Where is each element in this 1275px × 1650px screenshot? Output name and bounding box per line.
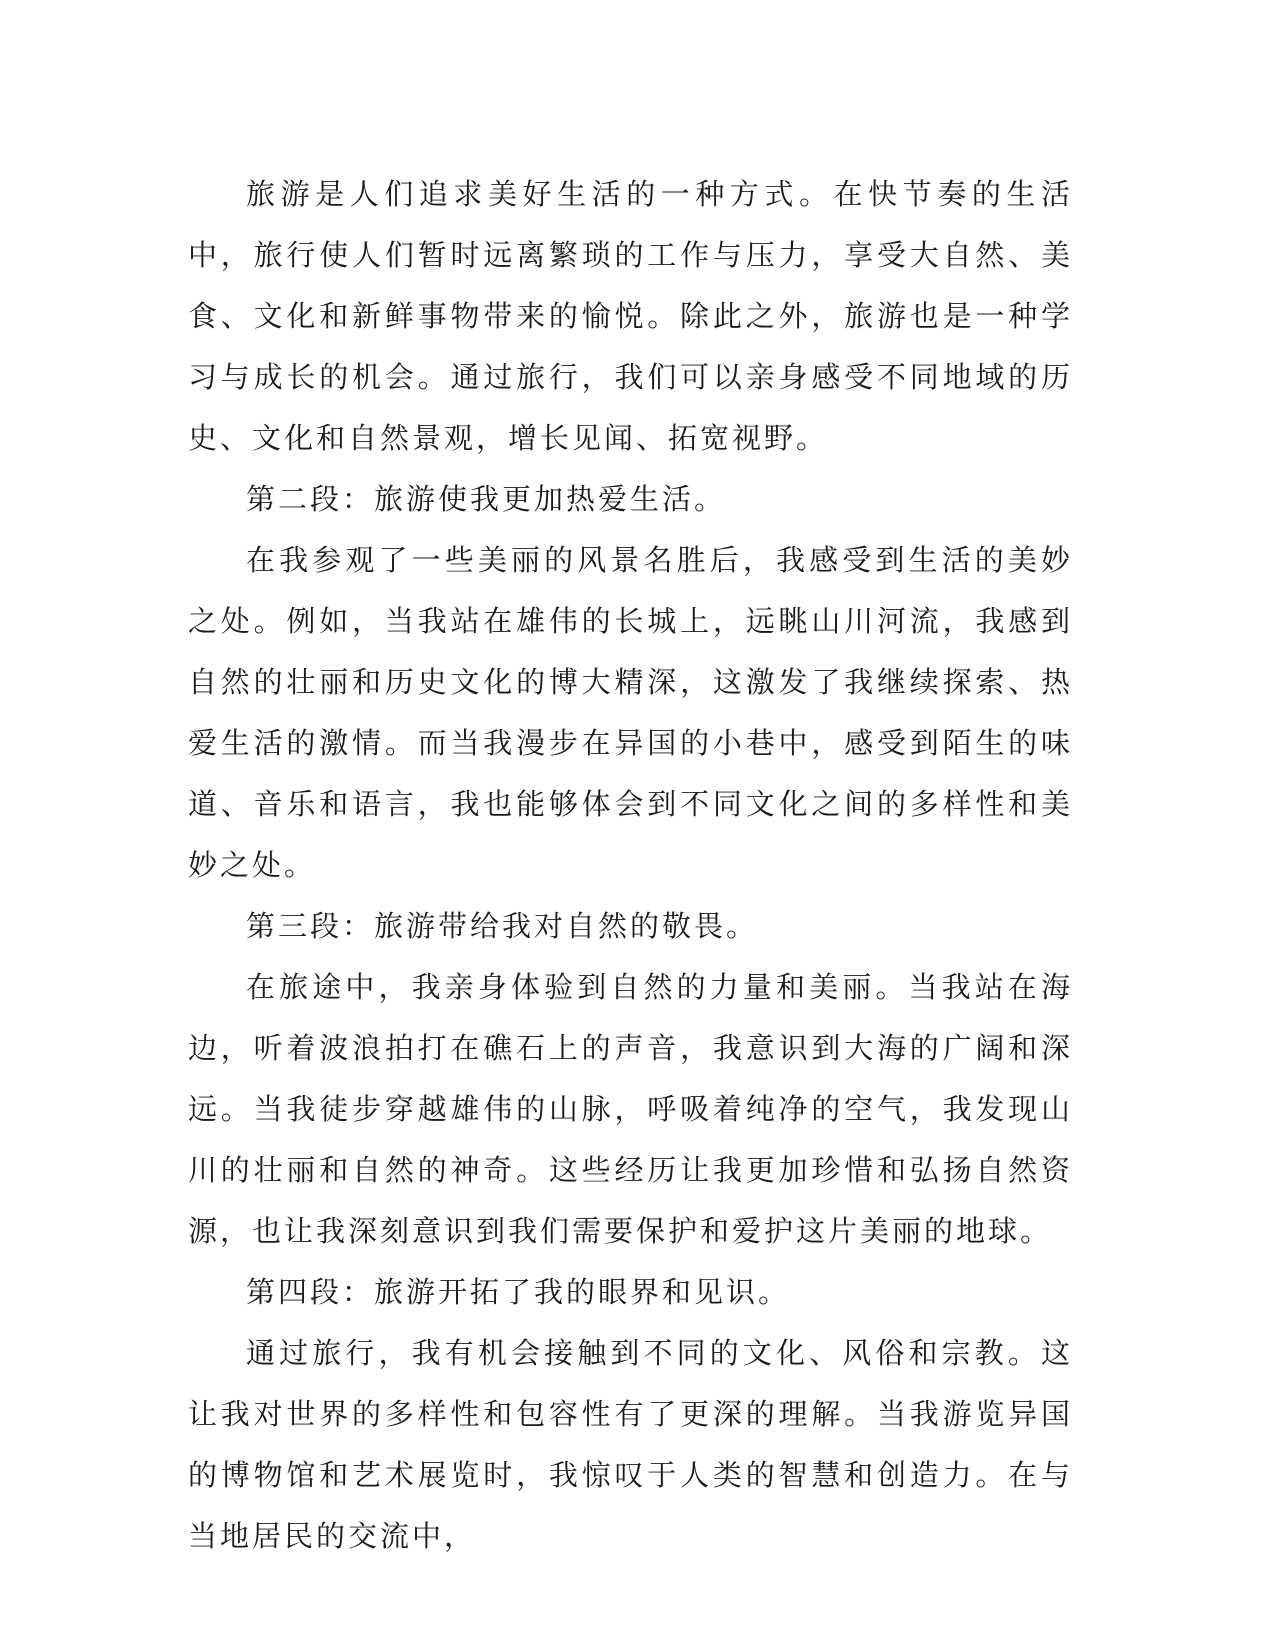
section-heading-3: 第三段：旅游带给我对自然的敬畏。 <box>246 909 759 943</box>
paragraph-section-4: 通过旅行，我有机会接触到不同的文化、风俗和宗教。这让我对世界的多样性和包容性有了更深的理解。当我游览异国的博物馆和艺术展览时，我惊叹于人类的智慧和创造力。在与当地居民的交流中， <box>188 1336 1073 1553</box>
paragraph-intro: 旅游是人们追求美好生活的一种方式。在快节奏的生活中，旅行使人们暂时远离繁琐的工作与压力，享受大自然、美食、文化和新鲜事物带来的愉悦。除此之外，旅游也是一种学习与成长的机会。通过旅行，我们可以亲身感受不同地域的历史、文化和自然景观，增长见闻、拓宽视野。 <box>188 177 1073 455</box>
paragraph-section-2: 在我参观了一些美丽的风景名胜后，我感受到生活的美妙之处。例如，当我站在雄伟的长城上，远眺山川河流，我感到自然的壮丽和历史文化的博大精深，这激发了我继续探索、热爱生活的激情。而当我漫步在异国的小巷中，感受到陌生的味道、音乐和语言，我也能够体会到不同文化之间的多样性和美妙之处。 <box>188 543 1073 882</box>
section-heading-4: 第四段：旅游开拓了我的眼界和见识。 <box>246 1275 791 1309</box>
document-body <box>188 164 1073 1567</box>
paragraph-section-3: 在旅途中，我亲身体验到自然的力量和美丽。当我站在海边，听着波浪拍打在礁石上的声音，我意识到大海的广阔和深远。当我徒步穿越雄伟的山脉，呼吸着纯净的空气，我发现山川的壮丽和自然的神奇。这些经历让我更加珍惜和弘扬自然资源，也让我深刻意识到我们需要保护和爱护这片美丽的地球。 <box>188 970 1073 1248</box>
section-heading-2: 第二段：旅游使我更加热爱生活。 <box>246 482 727 516</box>
